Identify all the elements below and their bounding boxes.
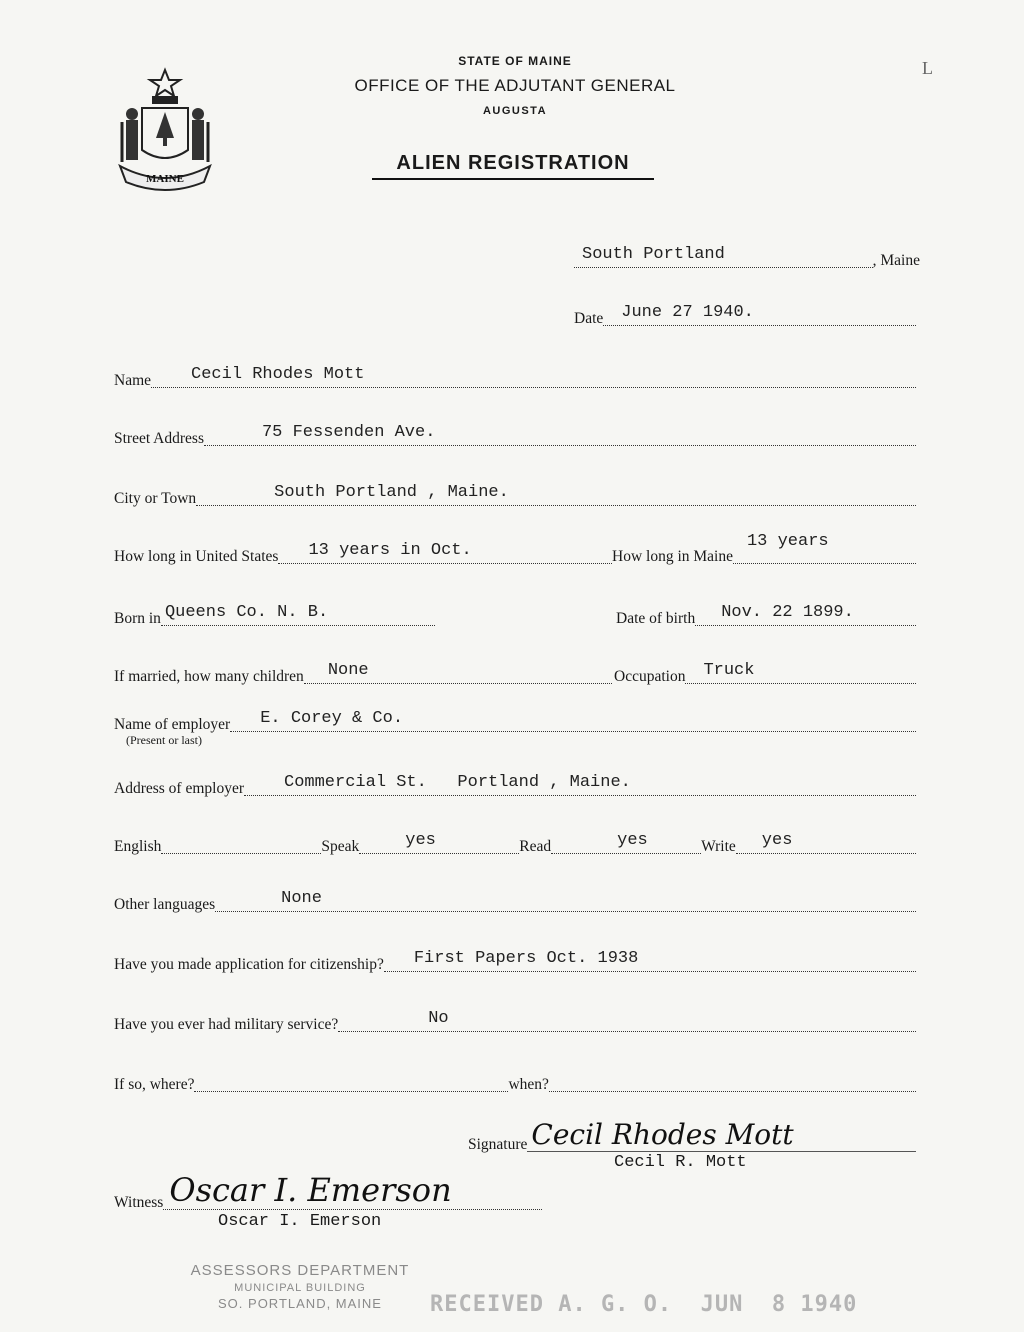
signature-typed: Cecil R. Mott — [614, 1153, 747, 1172]
assessors-stamp-line1: ASSESSORS DEPARTMENT — [190, 1262, 410, 1279]
military-row — [114, 1000, 916, 1036]
where-row — [114, 1060, 916, 1096]
city-row — [114, 474, 916, 510]
maine-time-value: 13 years — [746, 532, 829, 551]
occupation-label: Occupation — [614, 668, 686, 685]
maine-time-label: How long in Maine — [612, 548, 733, 565]
children-row — [114, 652, 612, 688]
english-field[interactable] — [161, 823, 321, 854]
witness-field[interactable] — [163, 1171, 542, 1210]
other-languages-label: Other languages — [114, 896, 216, 913]
witness-typed: Oscar I. Emerson — [218, 1212, 382, 1231]
place-row — [574, 236, 920, 272]
born-value: Queens Co. N. B. — [164, 603, 329, 622]
witness-handwritten: Oscar I. Emerson — [169, 1171, 452, 1209]
dob-row — [616, 594, 916, 630]
write-label: Write — [701, 838, 736, 855]
maine-time-row — [612, 532, 916, 568]
signature-field[interactable] — [527, 1118, 916, 1152]
other-languages-row — [114, 880, 916, 916]
read-field[interactable] — [551, 823, 701, 854]
speak-value: yes — [405, 831, 436, 850]
form-title: ALIEN REGISTRATION — [372, 152, 654, 180]
us-time-row — [114, 532, 612, 568]
assessors-stamp-line3: SO. PORTLAND, MAINE — [218, 1296, 382, 1311]
name-row — [114, 356, 916, 392]
date-row — [574, 294, 916, 330]
employer-value: E. Corey & Co. — [260, 709, 404, 728]
military-value: No — [428, 1009, 449, 1028]
when-field[interactable] — [549, 1061, 916, 1092]
received-stamp: RECEIVED A. G. O. JUN 8 1940 — [430, 1292, 858, 1317]
born-row — [114, 594, 612, 630]
date-label: Date — [574, 310, 604, 327]
children-field[interactable] — [304, 653, 612, 684]
assessors-stamp-line2: MUNICIPAL BUILDING — [234, 1282, 366, 1294]
occupation-row — [614, 652, 916, 688]
where-label: If so, where? — [114, 1076, 195, 1093]
children-label: If married, how many children — [114, 668, 304, 685]
state-seal-icon — [112, 66, 218, 194]
us-time-label: How long in United States — [114, 548, 279, 565]
name-label: Name — [114, 372, 152, 389]
write-value: yes — [761, 831, 793, 850]
children-value: None — [327, 661, 369, 680]
place-suffix: , Maine — [872, 252, 920, 269]
when-label: when? — [508, 1076, 549, 1093]
speak-label: Speak — [321, 838, 360, 855]
occupation-field[interactable] — [685, 653, 916, 684]
witness-label: Witness — [114, 1194, 164, 1211]
military-field[interactable] — [338, 1001, 916, 1032]
name-value: Cecil Rhodes Mott — [191, 365, 365, 384]
place-value: South Portland — [582, 245, 725, 264]
street-field[interactable] — [204, 415, 916, 446]
seal-text: MAINE — [146, 173, 184, 185]
write-field[interactable] — [736, 823, 916, 854]
street-value: 75 Fessenden Ave. — [261, 423, 436, 442]
signature-label: Signature — [468, 1136, 528, 1153]
signature-handwritten: Cecil Rhodes Mott — [531, 1118, 794, 1151]
dob-label: Date of birth — [616, 610, 696, 627]
citizenship-row — [114, 940, 916, 976]
employer-address-row — [114, 764, 916, 800]
corner-mark: L — [922, 58, 933, 78]
header-state: STATE OF MAINE — [458, 54, 572, 68]
employer-address-value: Commercial St. Portland , Maine. — [284, 773, 631, 792]
born-field[interactable] — [161, 595, 435, 626]
name-field[interactable] — [151, 357, 916, 388]
where-field[interactable] — [194, 1061, 508, 1092]
citizenship-value: First Papers Oct. 1938 — [413, 949, 639, 968]
city-label: City or Town — [114, 490, 197, 507]
military-label: Have you ever had military service? — [114, 1016, 339, 1033]
other-languages-field[interactable] — [215, 881, 916, 912]
witness-row — [114, 1171, 542, 1214]
date-field[interactable] — [603, 295, 916, 326]
city-field[interactable] — [196, 475, 916, 506]
us-time-field[interactable] — [278, 533, 612, 564]
english-label: English — [114, 838, 162, 855]
citizenship-label: Have you made application for citizenship? — [114, 956, 384, 973]
header-city: AUGUSTA — [482, 105, 548, 117]
header-office: OFFICE OF THE ADJUTANT GENERAL — [354, 76, 676, 95]
employer-address-label: Address of employer — [114, 780, 244, 797]
us-time-value: 13 years in Oct. — [308, 541, 472, 560]
read-label: Read — [519, 838, 552, 855]
dob-field[interactable] — [695, 595, 916, 626]
other-languages-value: None — [281, 889, 322, 908]
place-field[interactable] — [574, 237, 873, 268]
english-row — [114, 822, 916, 858]
occupation-value: Truck — [703, 661, 755, 680]
city-value: South Portland , Maine. — [274, 483, 509, 502]
street-label: Street Address — [114, 430, 204, 447]
employer-field[interactable] — [230, 701, 916, 732]
speak-field[interactable] — [359, 823, 519, 854]
read-value: yes — [617, 831, 648, 850]
employer-row — [114, 700, 916, 736]
employer-sublabel: (Present or last) — [126, 733, 202, 747]
street-row — [114, 414, 916, 450]
born-label: Born in — [114, 610, 161, 627]
citizenship-field[interactable] — [384, 941, 916, 972]
maine-time-field[interactable] — [733, 533, 916, 564]
employer-label: Name of employer — [114, 716, 231, 733]
employer-address-field[interactable] — [244, 765, 916, 796]
signature-row — [468, 1120, 916, 1156]
dob-value: Nov. 22 1899. — [721, 603, 854, 622]
date-value: June 27 1940. — [621, 303, 754, 322]
